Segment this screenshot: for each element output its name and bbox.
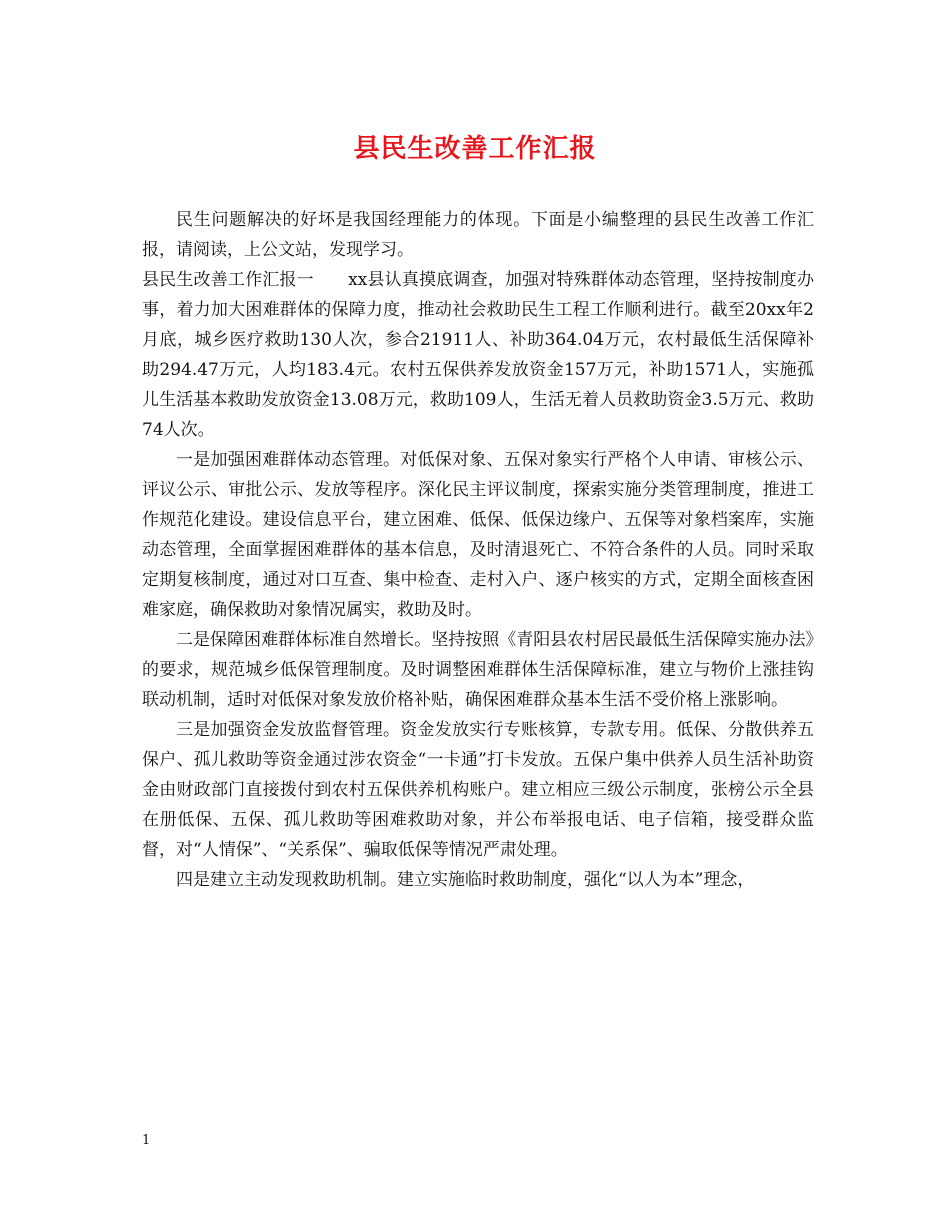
- section-four-paragraph: 四是建立主动发现救助机制。建立实施临时救助制度，强化“以人为本”理念，: [176, 870, 755, 890]
- document-body: [142, 205, 814, 895]
- section-one-paragraph: 一是加强困难群体动态管理。对低保对象、五保对象实行严格个人申请、审核公示、评议公示、审批公示、发放等程序。深化民主评议制度，探索实施分类管理制度，推进工作规范化建设。建设信息平台，建立困难、低保、低保边缘户、五保等对象档案库，实施动态管理，全面掌握困难群体的基本信息，及时清退死亡、不符合条件的人员。同时采取定期复核制度，通过对口互查、集中检查、走村入户、逐户核实的方式，定期全面核查困难家庭，确保救助对象情况属实，救助及时。: [142, 450, 814, 620]
- section-three-paragraph: 三是加强资金发放监督管理。资金发放实行专账核算，专款专用。低保、分散供养五保户、孤儿救助等资金通过涉农资金“一卡通”打卡发放。五保户集中供养人员生活补助资金由财政部门直接拨付到农村五保供养机构账户。建立相应三级公示制度，张榜公示全县在册低保、五保、孤儿救助等困难救助对象，并公布举报电话、电子信箱，接受群众监督，对“人情保”、“关系保”、骗取低保等情况严肃处理。: [142, 720, 814, 860]
- intro-paragraph: 民生问题解决的好坏是我国经理能力的体现。下面是小编整理的县民生改善工作汇报，请阅读，上公文站，发现学习。: [142, 210, 814, 260]
- report-summary-paragraph: 县民生改善工作汇报一 xx县认真摸底调查，加强对特殊群体动态管理，坚持按制度办事，着力加大困难群体的保障力度，推动社会救助民生工程工作顺利进行。截至20xx年2月底，城乡医疗救助130人次，参合21911人、补助364.04万元，农村最低生活保障补助294.47万元，人均183.4元。农村五保供养发放资金157万元，补助1571人，实施孤儿生活基本救助发放资金13.08万元，救助109人，生活无着人员救助资金3.5万元、救助74人次。: [142, 270, 814, 440]
- document-title: 县民生改善工作汇报: [353, 134, 597, 164]
- page-number: 1: [142, 1133, 151, 1148]
- section-two-paragraph: 二是保障困难群体标准自然增长。坚持按照《青阳县农村居民最低生活保障实施办法》的要求，规范城乡低保管理制度。及时调整困难群体生活保障标准，建立与物价上涨挂钩联动机制，适时对低保对象发放价格补贴，确保困难群众基本生活不受价格上涨影响。: [142, 630, 814, 710]
